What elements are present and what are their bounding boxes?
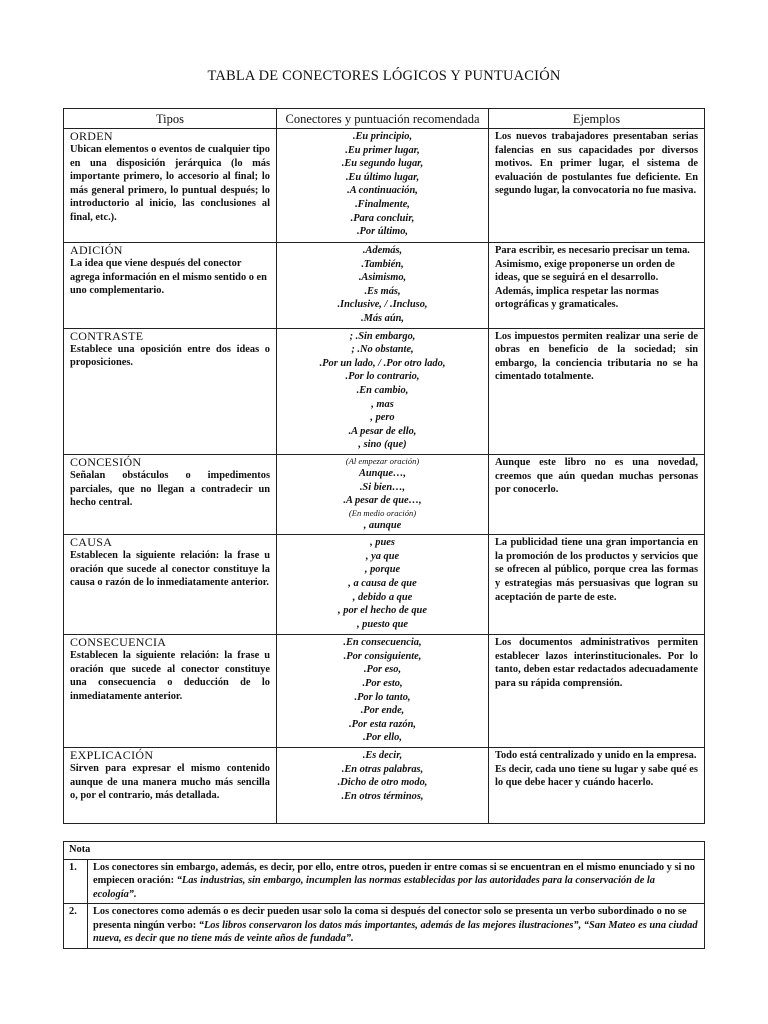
nota-item-number: 1.: [64, 859, 88, 904]
conector-item: .Es más,: [364, 285, 401, 297]
tipo-title: EXPLICACIÓN: [70, 748, 154, 763]
conector-item: .Si bien…,: [359, 481, 406, 493]
nota-table: [63, 841, 705, 949]
table-row: [64, 328, 705, 454]
nota-item: [64, 904, 705, 949]
conector-item: .Eu principio,: [352, 131, 413, 142]
conector-item: .Más aún,: [360, 312, 405, 324]
conectores-cell: [277, 129, 489, 243]
conector-item: .También,: [361, 258, 404, 270]
ejemplo-cell: Para escribir, es necesario precisar un tema. Asimismo, exige proponerse un orden de ideas, que se seguirá en el desarrollo. Además, implica respetar las normas ortográficas y gramaticales.: [489, 243, 705, 329]
conector-item: .Inclusive, / .Incluso,: [337, 299, 428, 311]
table-row: [64, 454, 705, 534]
tipo-cell: [64, 243, 277, 329]
tipo-cell: [64, 748, 277, 824]
conector-item: .Eu segundo lugar,: [341, 158, 424, 170]
conector-item: , por el hecho de que: [338, 605, 427, 617]
conector-item: , pues: [370, 537, 395, 549]
conectores-cell: [277, 748, 489, 824]
conector-item: ; .No obstante,: [351, 344, 414, 356]
tipo-title: CONSECUENCIA: [70, 635, 167, 650]
table-row: [64, 129, 705, 243]
nota-text: Los conectores como además o es decir pueden usar solo la coma si después del conector solo se presenta un verbo subordinado o no se presenta ningún verbo:: [93, 906, 687, 931]
tipo-cell: [64, 535, 277, 635]
ejemplo-cell: Todo está centralizado y unido en la empresa. Es decir, cada uno tiene su lugar y sabe qué es lo que debe hacer y cuándo hacerlo.: [489, 748, 705, 824]
nota-quote: “Los libros conservaron los datos más importantes, además de las mejores ilustraciones”, “San Mateo es una ciudad nueva, es decir que no tiene más de veinte años de fundada”.: [93, 919, 698, 944]
conector-item: .En otras palabras,: [341, 763, 424, 775]
conector-item: .Para concluir,: [350, 212, 415, 224]
conector-item: .Por consiguiente,: [343, 650, 422, 662]
conector-item: , a causa de que: [348, 578, 417, 590]
conector-item: .Eu primer lugar,: [345, 144, 420, 156]
conector-item: .Eu último lugar,: [345, 171, 420, 183]
conector-item: .A pesar de que…,: [343, 495, 422, 507]
conector-item: , sino (que): [358, 439, 407, 451]
tipo-cell: [64, 454, 277, 534]
tipo-title: ORDEN: [70, 129, 113, 143]
conector-item: .En cambio,: [356, 384, 409, 396]
conectores-cell: [277, 454, 489, 534]
header-tipos: Tipos: [64, 109, 277, 129]
tipo-description: Sirven para expresar el mismo contenido aunque de una manera mucho más sencilla o, por el contrario, más detallada.: [70, 763, 270, 802]
tipo-cell: [64, 129, 277, 243]
header-ejemplos: Ejemplos: [489, 109, 705, 129]
conector-item: .Por esta razón,: [349, 718, 416, 730]
tipo-cell: [64, 328, 277, 454]
conector-item: .Por un lado, / .Por otro lado,: [319, 357, 446, 369]
table-row: [64, 243, 705, 329]
tipo-description: La idea que viene después del conector agrega información en el mismo sentido o en uno complementario.: [70, 258, 267, 297]
tipo-title: CONCESIÓN: [70, 454, 142, 469]
conector-item: .Por lo contrario,: [345, 371, 420, 383]
conector-item: , mas: [371, 398, 394, 410]
table-row: [64, 748, 705, 824]
conector-item: .Por esto,: [362, 678, 403, 690]
ejemplo-cell: Los nuevos trabajadores presentaban serias falencias en sus capacidades por diversos motivos. En primer lugar, el sistema de evaluación de postulantes fue deficiente. En segundo lugar, la convocatoria no fue masiva.: [489, 129, 705, 243]
page-title: TABLA DE CONECTORES LÓGICOS Y PUNTUACIÓN: [207, 68, 561, 84]
ejemplo-cell: Aunque este libro no es una novedad, creemos que aún quedan muchas personas por conocerlo.: [489, 454, 705, 534]
conector-item: Aunque…,: [358, 467, 407, 479]
header-conectores: Conectores y puntuación recomendada: [277, 109, 489, 129]
conector-item: .Finalmente,: [355, 198, 410, 210]
conector-item: .Asimismo,: [358, 272, 407, 284]
table-header-row: [64, 109, 705, 129]
conector-item: .En consecuencia,: [343, 637, 422, 649]
conector-item: .A pesar de ello,: [348, 425, 417, 437]
tipo-description: Establecen la siguiente relación: la frase u oración que sucede al conector constituye una consecuencia o deducción de lo inmediatamente anterior.: [70, 650, 270, 703]
conector-item: , ya que: [365, 550, 400, 562]
nota-quote: “Las industrias, sin embargo, incumplen las normas establecidas por las autoridades para la conservación de la ecología”.: [93, 875, 655, 900]
tipo-title: CAUSA: [70, 535, 113, 550]
tipo-description: Ubican elementos o eventos de cualquier tipo en una disposición jerárquica (lo más importante primero, lo accesorio al final; lo más general primero, lo puntual después; lo introductorio al inicio, las conclusiones al final, etc.).: [70, 144, 270, 223]
tipo-title: ADICIÓN: [70, 243, 123, 257]
conector-item: .A continuación,: [347, 185, 418, 197]
conector-item: .En otros términos,: [341, 790, 424, 802]
ejemplo-cell: La publicidad tiene una gran importancia en la promoción de los productos y servicios que se ofrecen al público, porque crea las formas y estrategias más persuasivas que logran su aceptación de parte de este.: [489, 535, 705, 635]
table-body: [64, 129, 705, 824]
conectores-cell: [277, 328, 489, 454]
tipo-cell: [64, 635, 277, 748]
tipo-title: CONTRASTE: [70, 328, 144, 343]
conector-item: , pero: [370, 412, 395, 424]
table-row: [64, 535, 705, 635]
nota-item: [64, 859, 705, 904]
conector-item: .Dicho de otro modo,: [337, 777, 428, 789]
ejemplo-cell: Los impuestos permiten realizar una serie de obras en beneficio de la sociedad; sin embargo, la conciencia tributaria no se ha cimentado totalmente.: [489, 328, 705, 454]
conector-item: .Además,: [362, 245, 403, 256]
conectores-cell: [277, 243, 489, 329]
connectors-table: [63, 108, 705, 824]
table-row: [64, 635, 705, 748]
tipo-description: Establece una oposición entre dos ideas o proposiciones.: [70, 343, 270, 369]
conector-item: ; .Sin embargo,: [349, 330, 416, 342]
conectores-cell: [277, 635, 489, 748]
conector-item: , porque: [364, 564, 401, 576]
conector-item: .Por eso,: [363, 664, 402, 676]
nota-item-number: 2.: [64, 904, 88, 949]
tipo-description: Establecen la siguiente relación: la frase u oración que sucede al conector constituye la causa o razón de lo inmediatamente anterior.: [70, 550, 270, 589]
conector-item: .Por lo tanto,: [354, 691, 411, 703]
conectores-cell: [277, 535, 489, 635]
conector-item: , puesto que: [356, 618, 409, 630]
conector-item: .Por último,: [356, 226, 409, 238]
nota-heading-row: [64, 842, 705, 860]
conector-note: (Al empezar oración): [345, 455, 420, 466]
nota-item-text: [88, 859, 705, 904]
ejemplo-cell: Los documentos administrativos permiten establecer lazos interinstitucionales. Por lo tanto, deben estar redactados adecuadamente para su rápida comprensión.: [489, 635, 705, 748]
conector-note: (En medio oración): [348, 507, 417, 518]
conector-item: .Es decir,: [362, 750, 403, 762]
nota-body: [64, 842, 705, 949]
nota-text: Los conectores sin embargo, además, es decir, por ello, entre otros, pueden ir entre comas si se encuentran en el mismo enunciado y si no empiecen oración:: [93, 861, 695, 886]
nota-item-text: [88, 904, 705, 949]
conector-item: .Por ello,: [363, 732, 402, 744]
nota-heading: Nota: [64, 842, 705, 860]
conector-item: , aunque: [363, 519, 402, 531]
conector-item: .Por ende,: [360, 705, 405, 717]
conector-item: , debido a que: [352, 591, 413, 603]
tipo-description: Señalan obstáculos o impedimentos parciales, que no llegan a contradecir un hecho central.: [70, 469, 270, 509]
